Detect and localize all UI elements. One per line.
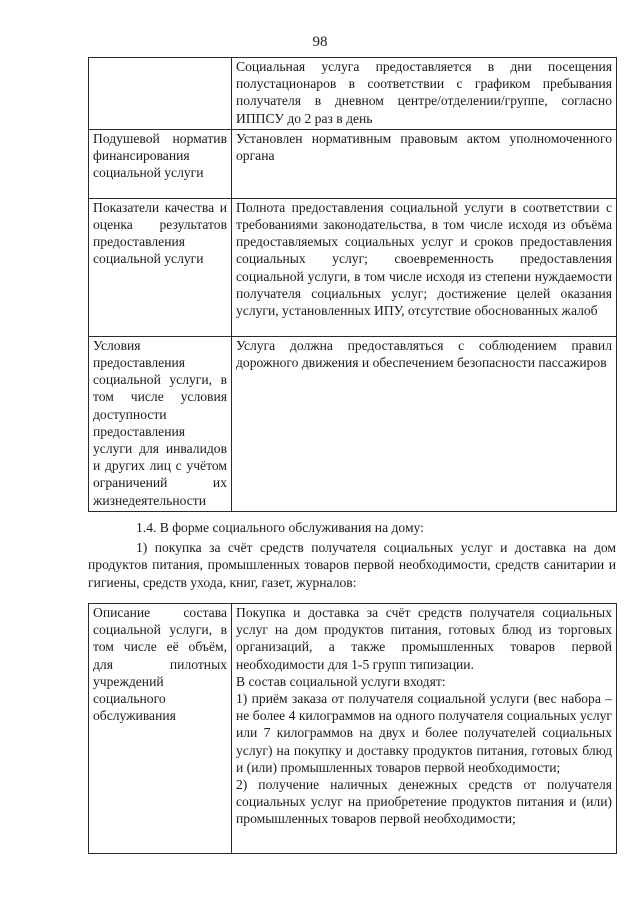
row-label: Описание состава социальной услуги, в том числе её объём, для пилотных учреждений социального обслуживания xyxy=(89,604,232,854)
row-label: Подушевой норматив финансирования социальной услуги xyxy=(89,129,232,198)
page-number: 98 xyxy=(312,34,328,50)
table-row xyxy=(89,604,617,854)
row-label: Показатели качества и оценка результатов предоставления социальной услуги xyxy=(89,198,232,336)
table-row xyxy=(89,198,617,336)
table-row xyxy=(89,58,617,130)
row-label: Условия предоставления социальной услуги, в том числе условия доступности предоставления услуги для инвалидов и других лиц с учётом ограничений их жизнедеятельности xyxy=(89,336,232,511)
section-heading: 1.4. В форме социального обслуживания на дому: xyxy=(136,520,424,535)
table-row xyxy=(89,129,617,198)
row-content xyxy=(232,604,617,854)
row-content: Установлен нормативным правовым актом уполномоченного органа xyxy=(232,129,617,198)
row-label xyxy=(89,58,232,130)
content-paragraph: 1) приём заказа от получателя социальной услуги (вес набора – не более 4 килограммов на одного получателя социальных услуг или 7 килограммов на двух и более получателей социальных услуг) на покупку и доставку продуктов питания, готовых блюд и (или) промышленных товаров первой необходимости; xyxy=(236,691,612,775)
row-content: Социальная услуга предоставляется в дни посещения полустационаров в соответствии с графиком пребывания получателя в дневном центре/отделении/группе, согласно ИППСУ до 2 раз в день xyxy=(232,58,617,130)
section-item-1: 1) покупка за счёт средств получателя социальных услуг и доставка на дом продуктов питания, промышленных товаров первой необходимости, средств санитарии и гигиены, средств ухода, книг, газет, журналов: xyxy=(88,540,616,590)
service-table-2 xyxy=(88,603,617,854)
row-content: Полнота предоставления социальной услуги в соответствии с требованиями законодательства, в том числе исходя из объёма предоставляемых социальных услуг и сроков предоставления социальных услуг; своевременность предоставления социальной услуги, в том числе исходя из степени нуждаемости получателя социальных услуг; достижение целей оказания услуги, установленных ИПУ, отсутствие обоснованных жалоб xyxy=(232,198,617,336)
content-paragraph: 2) получение наличных денежных средств от получателя социальных услуг на приобретение продуктов питания и (или) промышленных товаров первой необходимости; xyxy=(236,777,612,827)
table-row xyxy=(89,336,617,511)
row-content: Услуга должна предоставляться с соблюдением правил дорожного движения и обеспечением безопасности пассажиров xyxy=(232,336,617,511)
content-paragraph: Покупка и доставка за счёт средств получателя социальных услуг на дом продуктов питания, готовых блюд из торговых организаций, а также промышленных товаров первой необходимости для 1-5 групп типизации. xyxy=(236,605,612,672)
content-paragraph: В состав социальной услуги входят: xyxy=(236,673,446,689)
service-table-1 xyxy=(88,57,617,512)
